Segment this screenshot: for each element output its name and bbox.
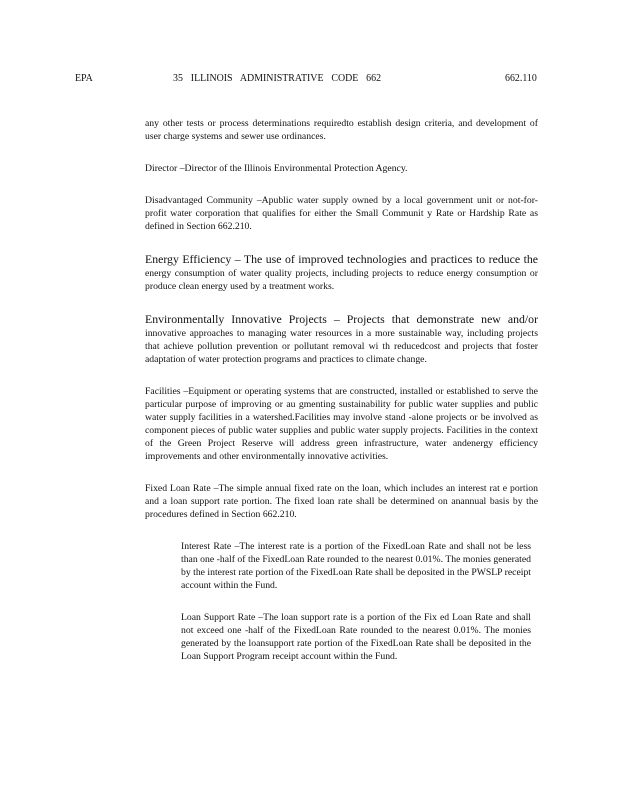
header-section-number: 662.110: [505, 72, 537, 84]
definition-facilities: [145, 385, 538, 463]
definition-environmentally-innovative-projects: [145, 312, 538, 366]
paragraph-text: any other tests or process determinations requiredto establish design criteria, and development of user charge systems and sewer use ordinances.: [145, 118, 538, 142]
definition-term: Energy Efficiency – The use of improved technologies and practices to reduce the: [145, 252, 538, 266]
page-header: [0, 72, 618, 86]
header-code-title: 35 ILLINOIS ADMINISTRATIVE CODE 662: [173, 72, 382, 84]
paragraph-text: Disadvantaged Community –Apublic water supply owned by a local government unit or not-for-profit water corporation that qualifies for either the Small Communit y Rate or Hardship Rate as defined in Section 662.210.: [145, 195, 538, 232]
definition-director: [145, 162, 538, 175]
document-body: [145, 117, 538, 682]
definition-interest-rate: [181, 540, 531, 592]
paragraph-text: energy consumption of water quality projects, including projects to reduce energy consumption or produce clean energy used by a treatment works.: [145, 268, 538, 292]
paragraph-text: innovative approaches to managing water resources in a more sustainable way, including projects that achieve pollution prevention or pollutant removal wi th reducedcost and projects that foster adaptation of water protection programs and practices to climate change.: [145, 328, 538, 365]
paragraph-text: Fixed Loan Rate –The simple annual fixed rate on the loan, which includes an interest rat e portion and a loan support rate portion. The fixed loan rate shall be determined on anannual basis by the procedures defined in Section 662.210.: [145, 483, 538, 520]
header-agency: EPA: [75, 72, 93, 84]
paragraph-text: Interest Rate –The interest rate is a portion of the FixedLoan Rate and shall not be less than one -half of the FixedLoan Rate rounded to the nearest 0.01%. The monies generated by the interest rate portion of the FixedLoan Rate shall be deposited in the PWSLP receipt account within the Fund.: [181, 541, 531, 591]
definition-fixed-loan-rate: [145, 482, 538, 521]
definition-loan-support-rate: [181, 611, 531, 663]
paragraph-continuation: [145, 117, 538, 143]
definition-disadvantaged-community: [145, 194, 538, 233]
paragraph-text: Director –Director of the Illinois Environmental Protection Agency.: [145, 163, 408, 174]
paragraph-text: Facilities –Equipment or operating systems that are constructed, installed or established to serve the particular purpose of improving or au gmenting sustainability for public water supplies and public water supply facilities in a watershed.Facilities may involve stand -alone projects or be involved as component pieces of public water supplies and public water supply projects. Facilities in the context of the Green Project Reserve will address green infrastructure, water andenergy efficiency improvements and other environmentally innovative activities.: [145, 386, 538, 462]
definition-term: Environmentally Innovative Projects – Projects that demonstrate new and/or: [145, 312, 538, 326]
paragraph-text: Loan Support Rate –The loan support rate is a portion of the Fix ed Loan Rate and shall not exceed one -half of the FixedLoan Rate rounded to the nearest 0.01%. The monies generated by the loansupport rate portion of the FixedLoan Rate shall be deposited in the Loan Support Program receipt account within the Fund.: [181, 612, 531, 662]
definition-energy-efficiency: [145, 252, 538, 293]
